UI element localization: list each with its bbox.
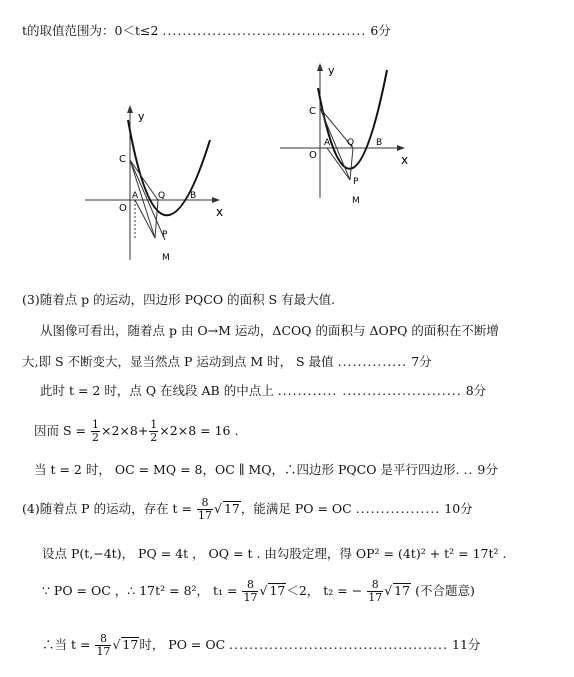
part3-line4-score: 8分 (465, 383, 487, 398)
label-Q-2: Q (347, 138, 355, 148)
frac-den: 17 (198, 509, 212, 522)
parallelogram-dots: .. (463, 462, 474, 477)
label-B-1: B (190, 191, 197, 201)
part3-line3-text: 大,即 S 不断变大，显当然点 P 运动到点 M 时， S 最值 (22, 354, 334, 369)
t2-fraction (367, 579, 383, 604)
part3-area-formula (34, 418, 238, 444)
part4-line2: 设点 P(t,−4t)， PQ = 4t ， OQ = t . 由勾股定理，得 OP² = (4t)² + t² = 17t² . (42, 546, 507, 561)
part4-l3-post: (不合题意) (415, 583, 475, 598)
t-fraction (197, 497, 213, 522)
part4-l1-pre: (4)随着点 P 的运动，存在 t = (22, 501, 193, 516)
formula-end: ×2×8 = 16 . (159, 423, 239, 438)
label-x-2: x (401, 153, 409, 167)
frac-num: 8 (95, 633, 111, 646)
frac-den: 2 (150, 431, 158, 444)
part4-line1 (22, 496, 473, 522)
label-P-1: P (162, 230, 168, 240)
label-C-1: C (119, 154, 126, 165)
label-A-1: A (132, 191, 139, 201)
label-O-1: O (119, 203, 127, 214)
parabola-figure-left (80, 100, 240, 270)
parallelogram-score: 9分 (477, 462, 498, 477)
label-M-1: M (162, 253, 170, 263)
frac-den: 17 (368, 591, 383, 604)
range-line (22, 23, 391, 39)
part3-line2: 从图像可看出，随着点 p 由 O→M 运动，ΔCOQ 的面积与 ΔOPQ 的面积在不断增 (40, 323, 499, 338)
frac-den: 2 (91, 431, 99, 444)
label-x-1: x (216, 205, 224, 219)
label-C-2: C (309, 106, 316, 117)
part3-line4-text: 此时 t = 2 时，点 Q 在线段 AB 的中点上 (40, 383, 274, 398)
final-t-fraction (95, 633, 111, 658)
frac-den: 17 (96, 645, 111, 658)
frac-num: 8 (242, 579, 258, 592)
label-P-2: P (353, 177, 359, 187)
part4-line3 (42, 578, 475, 604)
frac-num: 8 (197, 497, 213, 510)
part4-line4 (42, 632, 480, 658)
label-y-1: y (138, 110, 145, 123)
part3-line3-dots: .............. (337, 354, 408, 369)
range-text: t的取值范围为：0＜t≤2 (22, 23, 159, 38)
sqrt-value: 17 (269, 583, 286, 598)
part3-line3 (22, 354, 432, 370)
label-B-2: B (376, 138, 383, 148)
part4-l4-score: 11分 (452, 637, 481, 652)
sqrt-sign: √ (112, 637, 121, 652)
part4-l3-pre: ∵ PO = OC ，∴ 17t² = 8²， t₁ = (42, 583, 238, 598)
part3-line3-score: 7分 (411, 354, 432, 369)
t1-fraction (242, 579, 258, 604)
frac-num: 1 (91, 418, 99, 431)
part3-heading: (3)随着点 p 的运动，四边形 PQCO 的面积 S 有最大值. (22, 292, 336, 307)
part3-line4 (40, 383, 486, 399)
parabola-figure-right (275, 58, 425, 208)
formula-prefix: 因而 S = (34, 423, 86, 438)
sqrt-sign: √ (214, 501, 222, 516)
part4-l4-pre: ∴当 t = (42, 637, 91, 652)
part4-l3-mid: ＜2， t₂ = − (286, 583, 363, 598)
label-Q-1: Q (158, 191, 166, 201)
parallelogram-text: 当 t = 2 时， OC = MQ = 8，OC ∥ MQ，∴四边形 PQCO 是平行四边形. (34, 462, 460, 477)
part4-l1-post: ，能满足 PO = OC (240, 501, 352, 516)
sqrt-value: 17 (122, 637, 139, 652)
frac-den: 17 (243, 591, 258, 604)
sqrt-sign: √ (259, 583, 268, 598)
frac-num: 1 (150, 418, 158, 431)
part3-line4-dots: ............ ........................ (277, 383, 462, 398)
part3-line6 (34, 462, 498, 478)
half-fraction-2 (149, 419, 158, 444)
label-y-2: y (328, 64, 335, 77)
label-M-2: M (352, 196, 360, 206)
formula-mid: ×2×8+ (100, 423, 149, 438)
range-dots: ......................................... (162, 23, 367, 38)
sqrt-value: 17 (223, 501, 240, 516)
part4-l1-dots: ................. (355, 501, 441, 516)
part4-l4-dots: ............................................ (229, 637, 449, 652)
sqrt-value: 17 (394, 583, 411, 598)
part4-l1-score: 10分 (444, 501, 473, 516)
label-A-2: A (324, 138, 331, 148)
frac-num: 8 (367, 579, 383, 592)
range-score: 6分 (370, 23, 391, 38)
sqrt-sign: √ (384, 583, 393, 598)
half-fraction-1 (91, 419, 100, 444)
label-O-2: O (309, 150, 317, 161)
part4-l4-post: 时， PO = OC (139, 637, 226, 652)
